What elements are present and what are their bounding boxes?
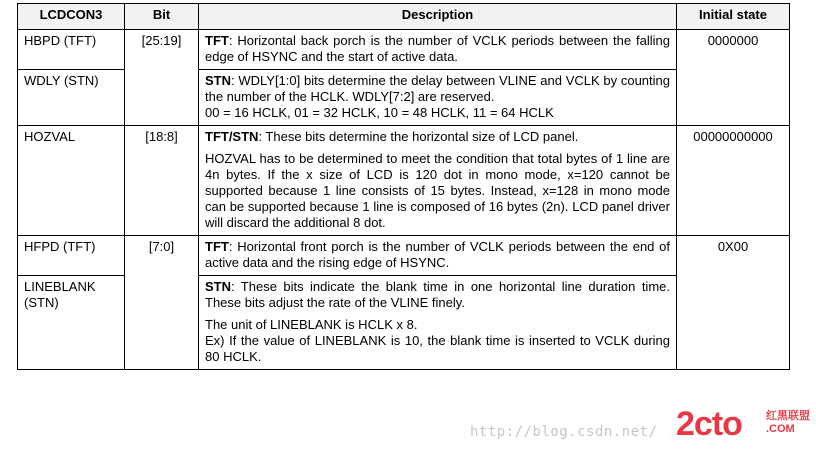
description-hbpd (199, 30, 677, 70)
logo-text: 红黑联盟 .COM (766, 410, 810, 435)
desc-text-wdly: : WDLY[1:0] bits determine the delay between VLINE and VCLK by counting the number of the HCLK. WDLY[7:2] are reserved. (205, 73, 670, 104)
blog-watermark: http://blog.csdn.net/ (470, 424, 658, 440)
initial-state-hozval: 00000000000 (677, 126, 790, 236)
description-hozval (199, 126, 677, 236)
field-name-wdly: WDLY (STN) (18, 70, 125, 126)
field-name-hozval: HOZVAL (18, 126, 125, 236)
desc-text-hbpd: : Horizontal back porch is the number of VCLK periods between the falling edge of HSYNC and the start of active data. (205, 33, 670, 64)
header-bit: Bit (125, 4, 199, 30)
desc-lead-hozval: TFT/STN (205, 129, 259, 144)
desc-text-hfpd: : Horizontal front porch is the number of VCLK periods between the end of active data and the rising edge of HSYNC. (205, 239, 670, 270)
bit-range-hozval: [18:8] (125, 126, 199, 236)
description-lineblank (199, 276, 677, 370)
description-wdly (199, 70, 677, 126)
desc-note-hozval: HOZVAL has to be determined to meet the condition that total bytes of 1 line are 4n bytes. If the x size of LCD is 120 dot in mono mode, x=120 cannot be supported because 1 line consists of 15 bytes. Instead, x=128 in mono mode can be supported because 1 line is composed of 16 bytes (2n). LCD panel driver will discard the additional 8 dot. (205, 151, 670, 230)
header-initial-state: Initial state (677, 4, 790, 30)
desc-note1-lineblank: The unit of LINEBLANK is HCLK x 8. (205, 317, 418, 332)
desc-lead-hbpd: TFT (205, 33, 229, 48)
desc-text-lineblank: : These bits indicate the blank time in one horizontal line duration time. These bits adjust the rate of the VLINE finely. (205, 279, 670, 310)
field-name-hbpd: HBPD (TFT) (18, 30, 125, 70)
table-header-row (18, 4, 790, 30)
table-row-hozval (18, 126, 790, 236)
field-name-lineblank: LINEBLANK (STN) (18, 276, 125, 370)
table-row-hfpd (18, 236, 790, 276)
desc-note2-lineblank: Ex) If the value of LINEBLANK is 10, the blank time is inserted to VCLK during 80 HCLK. (205, 333, 670, 364)
logo-mark: 2cto (676, 405, 742, 443)
description-hfpd (199, 236, 677, 276)
bit-range-hfpd: [7:0] (125, 236, 199, 370)
desc-lead-hfpd: TFT (205, 239, 229, 254)
desc-text-hozval: : These bits determine the horizontal size of LCD panel. (258, 129, 579, 144)
table-row-hbpd (18, 30, 790, 70)
desc-values-wdly: 00 = 16 HCLK, 01 = 32 HCLK, 10 = 48 HCLK, 11 = 64 HCLK (205, 105, 554, 120)
field-name-hfpd: HFPD (TFT) (18, 236, 125, 276)
desc-lead-wdly: STN (205, 73, 231, 88)
initial-state-hbpd: 0000000 (677, 30, 790, 126)
initial-state-hfpd: 0X00 (677, 236, 790, 370)
desc-lead-lineblank: STN (205, 279, 231, 294)
register-table (17, 3, 790, 370)
header-lcdcon3: LCDCON3 (18, 4, 125, 30)
header-description: Description (199, 4, 677, 30)
site-logo (676, 404, 814, 450)
bit-range-hbpd: [25:19] (125, 30, 199, 126)
